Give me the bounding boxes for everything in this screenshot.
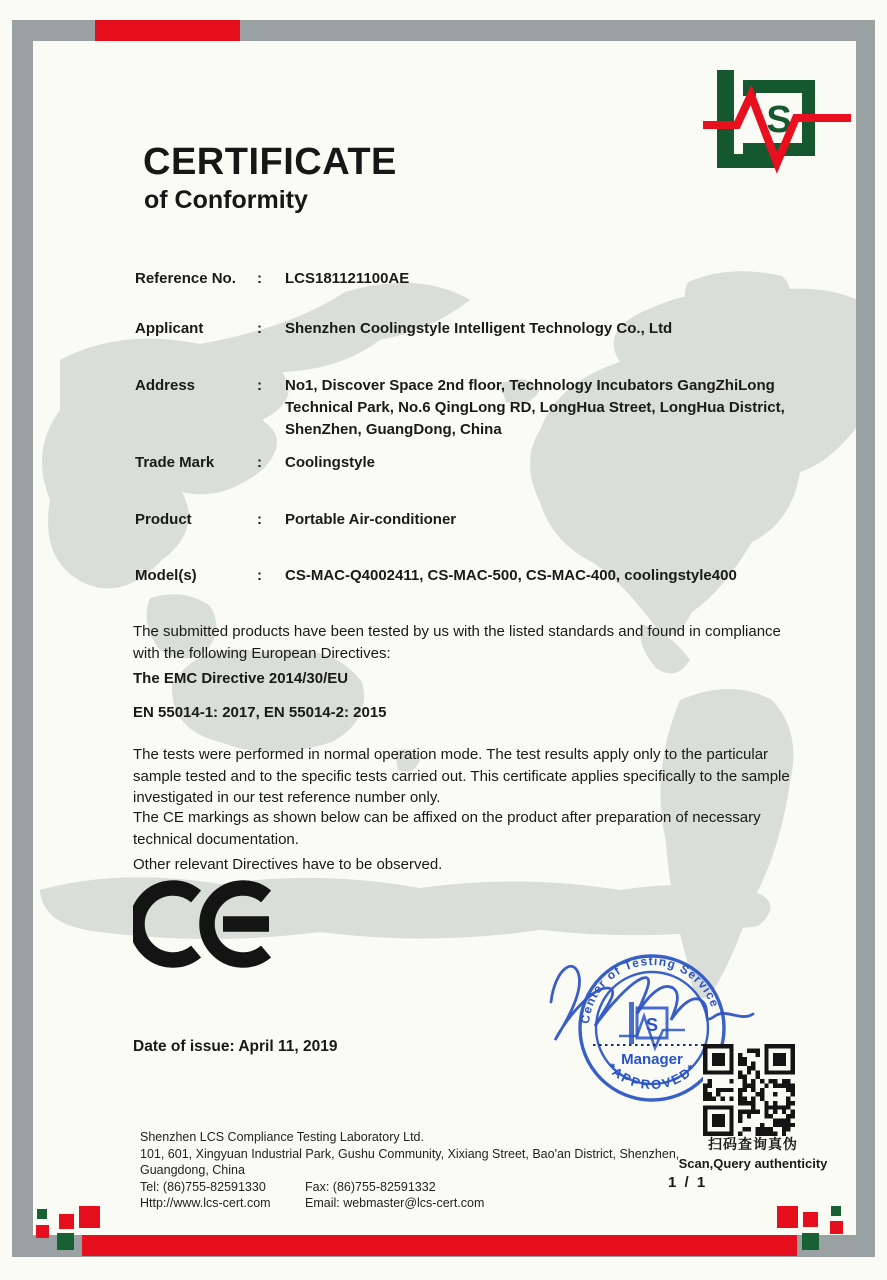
qr-caption-zh: 扫码查询真伪	[708, 1136, 798, 1152]
field-separator: :	[257, 511, 262, 528]
footer-lab-info	[140, 1129, 679, 1212]
field-label: Product	[135, 511, 192, 528]
stamp-ring-text-top: Center of Testing Service	[578, 953, 723, 1025]
footer-address-line2: Guangdong, China	[140, 1163, 245, 1177]
field-product	[135, 509, 790, 531]
page-number: 1 / 1	[668, 1174, 708, 1191]
statement-intro: The submitted products have been tested by us with the listed standards and found in compliance with the following European Directives:	[133, 623, 781, 662]
field-value: LCS181121100AE	[285, 270, 410, 287]
statement-other-note: Other relevant Directives have to be observed.	[133, 856, 443, 873]
field-label: Applicant	[135, 320, 204, 337]
footer-address-line1: 101, 601, Xingyuan Industrial Park, Gushu Community, Xixiang Street, Bao'an District, Shenzhen,	[140, 1146, 680, 1161]
field-separator: :	[257, 320, 262, 337]
field-separator: :	[257, 454, 262, 471]
footer-fax: Fax: (86)755-82591332	[305, 1179, 436, 1194]
field-value: Shenzhen Coolingstyle Intelligent Technology Co., Ltd	[285, 320, 673, 337]
field-reference-no	[135, 268, 790, 290]
field-separator: :	[257, 377, 262, 394]
field-label: Address	[135, 377, 196, 394]
field-address	[135, 375, 790, 441]
field-separator: :	[257, 270, 262, 287]
stamp-ring-text-bottom: *APPROVED*	[604, 1060, 700, 1093]
field-value: CS-MAC-Q4002411, CS-MAC-500, CS-MAC-400, coolingstyle400	[285, 567, 737, 584]
footer-email: Email: webmaster@lcs-cert.com	[305, 1196, 485, 1210]
date-of-issue: Date of issue: April 11, 2019	[133, 1038, 338, 1055]
field-label: Model(s)	[135, 567, 197, 584]
field-value: Coolingstyle	[285, 454, 376, 471]
ce-mark-icon	[133, 880, 283, 968]
qr-caption-en: Scan,Query authenticity	[678, 1156, 828, 1171]
qr-code	[703, 1044, 795, 1136]
statement-test-note: The tests were performed in normal operation mode. The test results apply only to the particular sample tested and to the specific tests carried out. This certificate applies specifically to the sample investigated in our test reference number only.	[133, 746, 790, 806]
statement-directive: The EMC Directive 2014/30/EU	[133, 670, 349, 687]
certificate-title: CERTIFICATE	[143, 141, 397, 183]
stamp-role: Manager	[621, 1051, 683, 1068]
field-trade-mark	[135, 452, 790, 474]
field-applicant	[135, 318, 790, 340]
field-value: Portable Air-conditioner	[285, 511, 457, 528]
stamp-logo-letter: S	[645, 1015, 659, 1035]
footer-company: Shenzhen LCS Compliance Testing Laboratory Ltd.	[140, 1130, 424, 1144]
field-models	[135, 565, 790, 587]
lcs-logo-icon	[703, 68, 853, 183]
footer-tel: Tel: (86)755-82591330	[140, 1179, 266, 1194]
qr-caption	[660, 1134, 846, 1171]
field-label: Reference No.	[135, 270, 236, 287]
footer-website: Http://www.lcs-cert.com	[140, 1196, 271, 1210]
field-value: No1, Discover Space 2nd floor, Technology Incubators GangZhiLong Technical Park, No.6 QingLong RD, LongHua Street, LongHua District, ShenZhen, GuangDong, China	[285, 377, 785, 438]
statement-standards: EN 55014-1: 2017, EN 55014-2: 2015	[133, 704, 387, 721]
statement-ce-note: The CE markings as shown below can be affixed on the product after preparation of necessary technical documentation.	[133, 809, 761, 848]
certificate-subtitle: of Conformity	[144, 186, 308, 214]
logo-letter: S	[766, 99, 792, 141]
field-separator: :	[257, 567, 262, 584]
field-label: Trade Mark	[135, 454, 215, 471]
